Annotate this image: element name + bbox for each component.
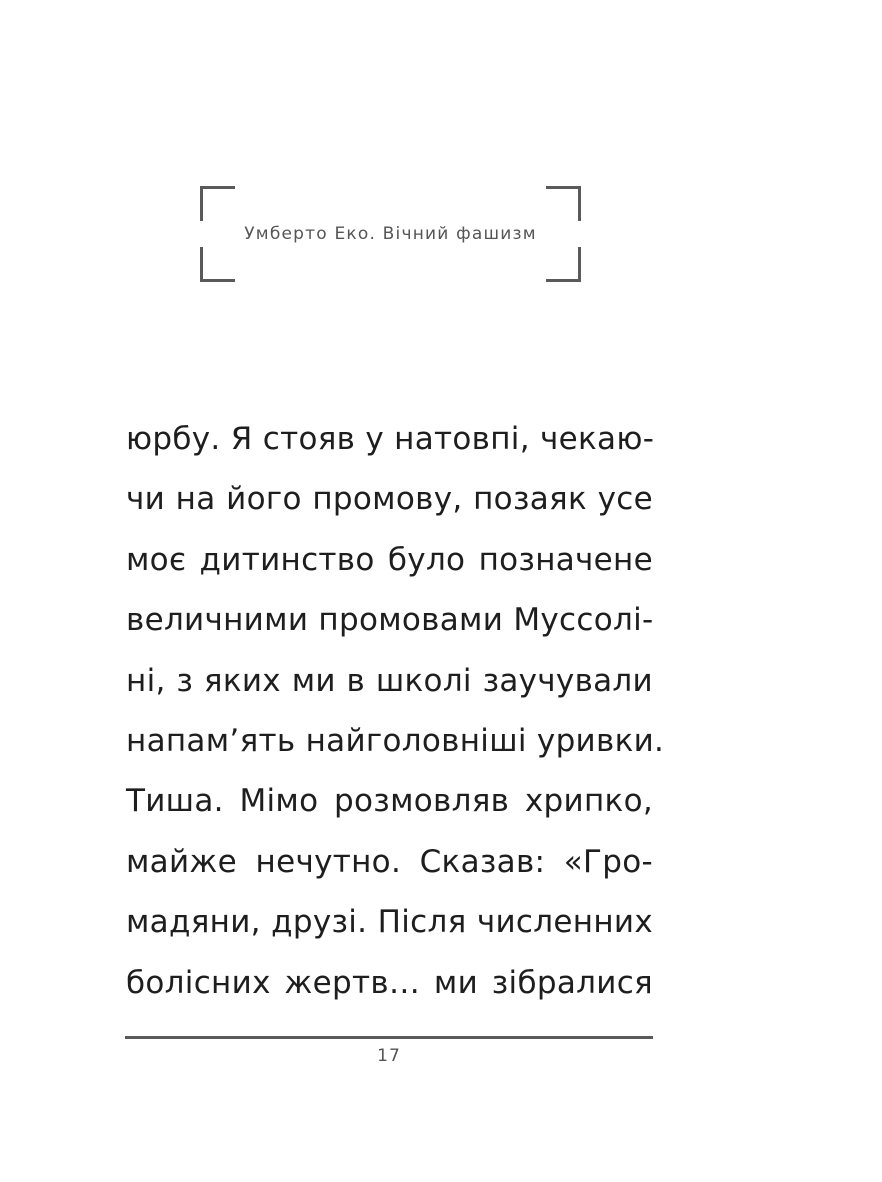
running-head: Умберто Еко. Вічний фашизм xyxy=(244,224,537,244)
frame-corner-top-left xyxy=(200,186,235,221)
text-line: юрбу. Я стояв у натовпі, чекаю- xyxy=(126,421,655,457)
text-line: майже нечутно. Сказав: «Гро- xyxy=(126,843,653,880)
running-head-frame xyxy=(200,186,581,282)
frame-corner-bottom-left xyxy=(200,247,235,282)
frame-corner-bottom-right xyxy=(546,247,581,282)
text-line: болісних жертв… ми зібралися xyxy=(126,964,653,1001)
text-line: моє дитинство було позначене xyxy=(126,541,653,578)
page-number: 17 xyxy=(377,1046,401,1066)
text-line: величними промовами Муссолі- xyxy=(126,602,654,639)
text-line: напам’ять найголовніші уривки. xyxy=(126,722,665,759)
footer-rule xyxy=(125,1036,653,1039)
text-line: ні, з яких ми в школі заучували xyxy=(126,662,653,699)
body-text xyxy=(126,409,665,1013)
text-line: мадяни, друзі. Після численних xyxy=(126,904,653,941)
text-line: Тиша. Мімо розмовляв хрипко, xyxy=(126,783,653,820)
frame-corner-top-right xyxy=(546,186,581,221)
text-line: чи на його промову, позаяк усе xyxy=(126,481,653,518)
